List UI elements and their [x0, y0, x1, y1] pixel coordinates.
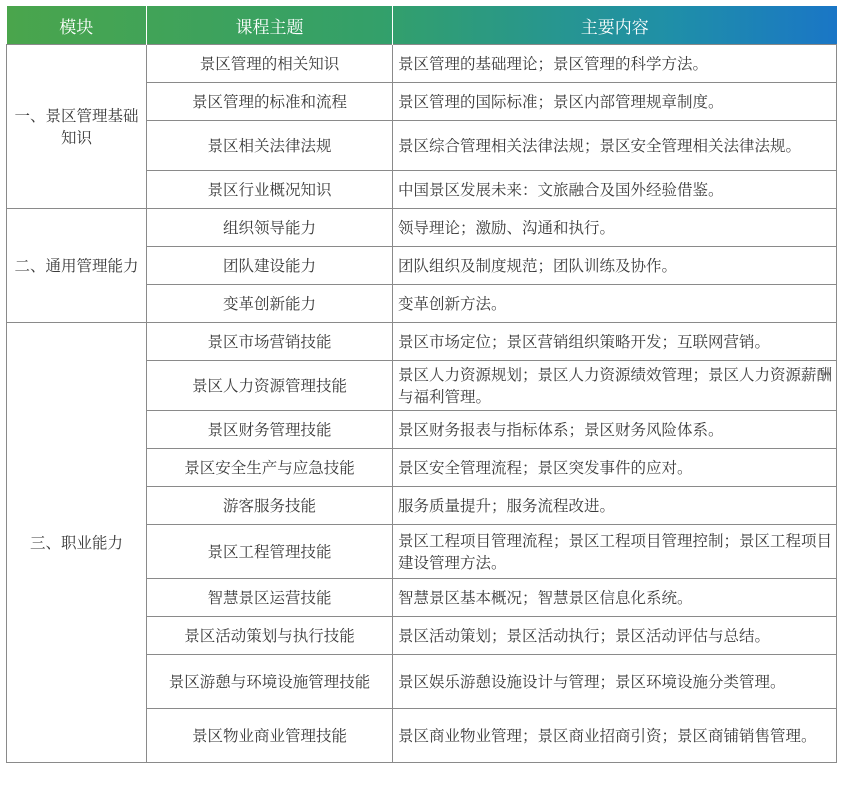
content-cell: 中国景区发展未来：文旅融合及国外经验借鉴。	[393, 171, 837, 209]
content-cell: 景区财务报表与指标体系；景区财务风险体系。	[393, 411, 837, 449]
content-cell: 景区商业物业管理；景区商业招商引资；景区商铺销售管理。	[393, 709, 837, 763]
topic-cell: 景区财务管理技能	[147, 411, 393, 449]
curriculum-table	[6, 6, 837, 763]
content-cell: 景区管理的基础理论；景区管理的科学方法。	[393, 45, 837, 83]
content-cell: 变革创新方法。	[393, 285, 837, 323]
topic-cell: 景区安全生产与应急技能	[147, 449, 393, 487]
content-cell: 团队组织及制度规范；团队训练及协作。	[393, 247, 837, 285]
header-topic: 课程主题	[147, 6, 393, 45]
content-cell: 景区综合管理相关法律法规；景区安全管理相关法律法规。	[393, 121, 837, 171]
curriculum-table-container	[6, 6, 836, 763]
topic-cell: 景区管理的相关知识	[147, 45, 393, 83]
table-row	[7, 209, 837, 247]
module-cell: 一、景区管理基础知识	[7, 45, 147, 209]
header-module: 模块	[7, 6, 147, 45]
content-cell: 景区娱乐游憩设施设计与管理；景区环境设施分类管理。	[393, 655, 837, 709]
topic-cell: 景区游憩与环境设施管理技能	[147, 655, 393, 709]
topic-cell: 景区活动策划与执行技能	[147, 617, 393, 655]
topic-cell: 景区相关法律法规	[147, 121, 393, 171]
topic-cell: 景区行业概况知识	[147, 171, 393, 209]
topic-cell: 变革创新能力	[147, 285, 393, 323]
table-header-row	[7, 6, 837, 45]
topic-cell: 组织领导能力	[147, 209, 393, 247]
topic-cell: 智慧景区运营技能	[147, 579, 393, 617]
table-row	[7, 45, 837, 83]
topic-cell: 团队建设能力	[147, 247, 393, 285]
topic-cell: 景区物业商业管理技能	[147, 709, 393, 763]
module-cell: 三、职业能力	[7, 323, 147, 763]
topic-cell: 游客服务技能	[147, 487, 393, 525]
topic-cell: 景区人力资源管理技能	[147, 361, 393, 411]
content-cell: 景区工程项目管理流程；景区工程项目管理控制；景区工程项目建设管理方法。	[393, 525, 837, 579]
table-row	[7, 323, 837, 361]
content-cell: 领导理论；激励、沟通和执行。	[393, 209, 837, 247]
topic-cell: 景区市场营销技能	[147, 323, 393, 361]
module-cell: 二、通用管理能力	[7, 209, 147, 323]
content-cell: 智慧景区基本概况；智慧景区信息化系统。	[393, 579, 837, 617]
topic-cell: 景区管理的标准和流程	[147, 83, 393, 121]
header-content: 主要内容	[580, 17, 649, 38]
content-cell: 景区人力资源规划；景区人力资源绩效管理；景区人力资源薪酬与福利管理。	[393, 361, 837, 411]
topic-cell: 景区工程管理技能	[147, 525, 393, 579]
content-cell: 景区安全管理流程；景区突发事件的应对。	[393, 449, 837, 487]
content-cell: 服务质量提升；服务流程改进。	[393, 487, 837, 525]
content-cell: 景区活动策划；景区活动执行；景区活动评估与总结。	[393, 617, 837, 655]
content-cell: 景区管理的国际标准；景区内部管理规章制度。	[393, 83, 837, 121]
content-cell: 景区市场定位；景区营销组织策略开发；互联网营销。	[393, 323, 837, 361]
